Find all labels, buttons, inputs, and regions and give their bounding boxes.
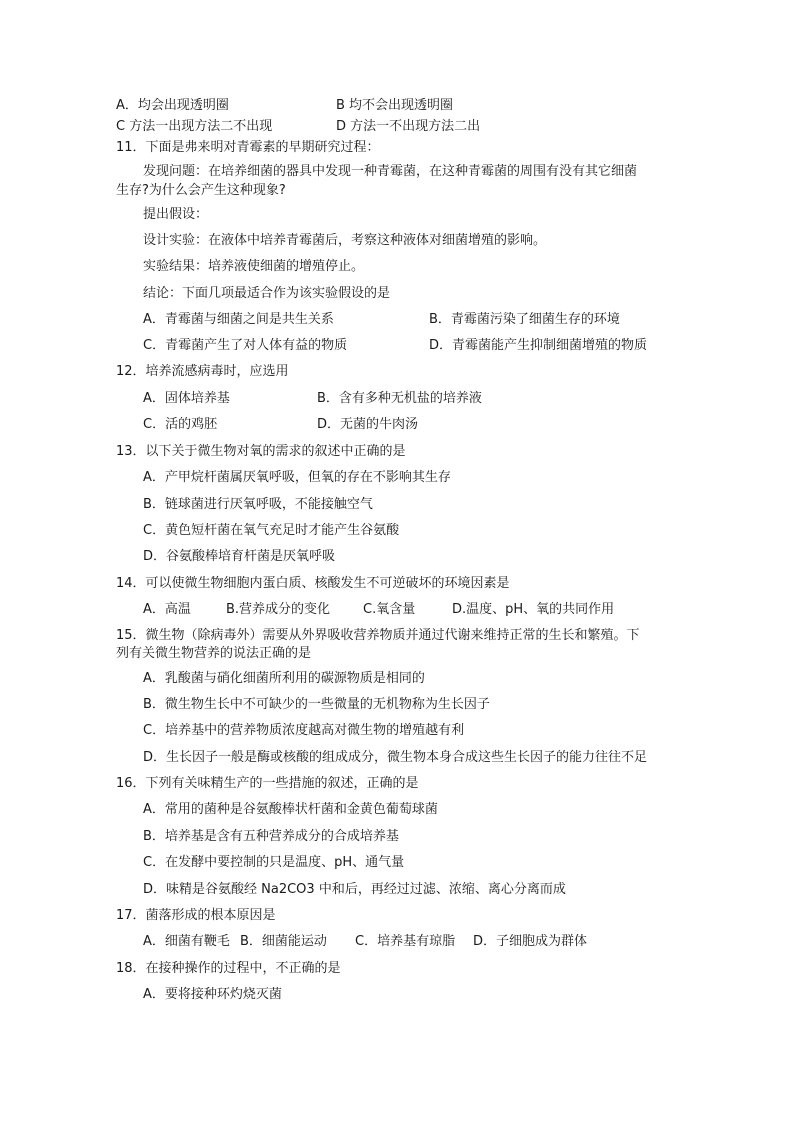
q10-option-c: C 方法一出现方法二不出现 <box>116 119 273 134</box>
q11-option-d: D．青霉菌能产生抑制细菌增殖的物质 <box>429 338 648 353</box>
q10-option-d: D 方法一不出现方法二出 <box>336 119 481 134</box>
q15-stem-line-2: 列有关微生物营养的说法正确的是 <box>116 646 312 661</box>
q16-option-d: D．味精是谷氨酸经 Na2CO3 中和后，再经过过滤、浓缩、离心分离而成 <box>143 882 566 897</box>
q16-option-a: A．常用的菌种是谷氨酸棒状杆菌和金黄色葡萄球菌 <box>143 802 438 817</box>
q15-option-b: B．微生物生长中不可缺少的一些微量的无机物称为生长因子 <box>143 697 490 712</box>
q17-option-b: B．细菌能运动 <box>240 934 327 949</box>
q15-stem-line-1: 15．微生物（除病毒外）需要从外界吸收营养物质并通过代谢来维持正常的生长和繁殖。下 <box>116 628 640 643</box>
q13-option-c: C．黄色短杆菌在氧气充足时才能产生谷氨酸 <box>143 523 400 538</box>
q11-stem: 11．下面是弗来明对青霉素的早期研究过程： <box>116 140 380 155</box>
q10-option-a: A．均会出现透明圈 <box>116 98 229 113</box>
q11-discover-line-1: 发现问题：在培养细菌的器具中发现一种青霉菌，在这种青霉菌的周围有没有其它细菌 <box>143 164 638 179</box>
q12-stem: 12．培养流感病毒时，应选用 <box>116 364 289 379</box>
q13-stem: 13．以下关于微生物对氧的需求的叙述中正确的是 <box>116 444 406 459</box>
q17-option-a: A．细菌有鞭毛 <box>143 934 230 949</box>
q14-stem: 14．可以使微生物细胞内蛋白质、核酸发生不可逆破坏的环境因素是 <box>116 576 510 591</box>
q11-discover-line-2: 生存?为什么会产生这种现象? <box>116 183 286 198</box>
q11-result: 实验结果：培养液使细菌的增殖停止。 <box>143 259 365 274</box>
q10-option-b: B 均不会出现透明圈 <box>336 98 454 113</box>
q12-option-c: C．活的鸡胚 <box>143 417 218 432</box>
q11-conclusion: 结论：下面几项最适合作为该实验假设的是 <box>143 286 391 301</box>
q16-stem: 16．下列有关味精生产的一些措施的叙述，正确的是 <box>116 776 419 791</box>
q11-option-a: A．青霉菌与细菌之间是共生关系 <box>143 312 334 327</box>
q17-option-d: D．子细胞成为群体 <box>473 934 588 949</box>
q12-option-a: A．固体培养基 <box>143 391 230 406</box>
q17-stem: 17．菌落形成的根本原因是 <box>116 908 276 923</box>
q16-option-c: C．在发酵中要控制的只是温度、pH、通气量 <box>143 855 405 870</box>
q11-design: 设计实验：在液体中培养青霉菌后，考察这种液体对细菌增殖的影响。 <box>143 233 547 248</box>
q14-option-d: D.温度、pH、氧的共同作用 <box>452 602 615 617</box>
q13-option-b: B．链球菌进行厌氧呼吸，不能接触空气 <box>143 497 373 512</box>
q17-option-c: C．培养基有琼脂 <box>355 934 456 949</box>
q13-option-d: D．谷氨酸棒培育杆菌是厌氧呼吸 <box>143 549 336 564</box>
q14-option-b: B.营养成分的变化 <box>226 602 331 617</box>
q16-option-b: B．培养基是含有五种营养成分的合成培养基 <box>143 829 399 844</box>
q18-option-a: A．要将接种环灼烧灭菌 <box>143 987 282 1002</box>
q11-hypothesis: 提出假设： <box>143 207 209 222</box>
q14-option-a: A．高温 <box>143 602 191 617</box>
q15-option-c: C．培养基中的营养物质浓度越高对微生物的增殖越有利 <box>143 723 465 738</box>
q13-option-a: A．产甲烷杆菌属厌氧呼吸，但氧的存在不影响其生存 <box>143 470 451 485</box>
q15-option-a: A．乳酸菌与硝化细菌所利用的碳源物质是相同的 <box>143 671 425 686</box>
q12-option-d: D．无菌的牛肉汤 <box>317 417 419 432</box>
q15-option-d: D．生长因子一般是酶或核酸的组成成分，微生物本身合成这些生长因子的能力往往不足 <box>143 750 648 765</box>
q12-option-b: B．含有多种无机盐的培养液 <box>317 391 482 406</box>
q11-option-b: B．青霉菌污染了细菌生存的环境 <box>429 312 620 327</box>
q18-stem: 18．在接种操作的过程中，不正确的是 <box>116 961 341 976</box>
q14-option-c: C.氧含量 <box>363 602 416 617</box>
q11-option-c: C．青霉菌产生了对人体有益的物质 <box>143 338 348 353</box>
